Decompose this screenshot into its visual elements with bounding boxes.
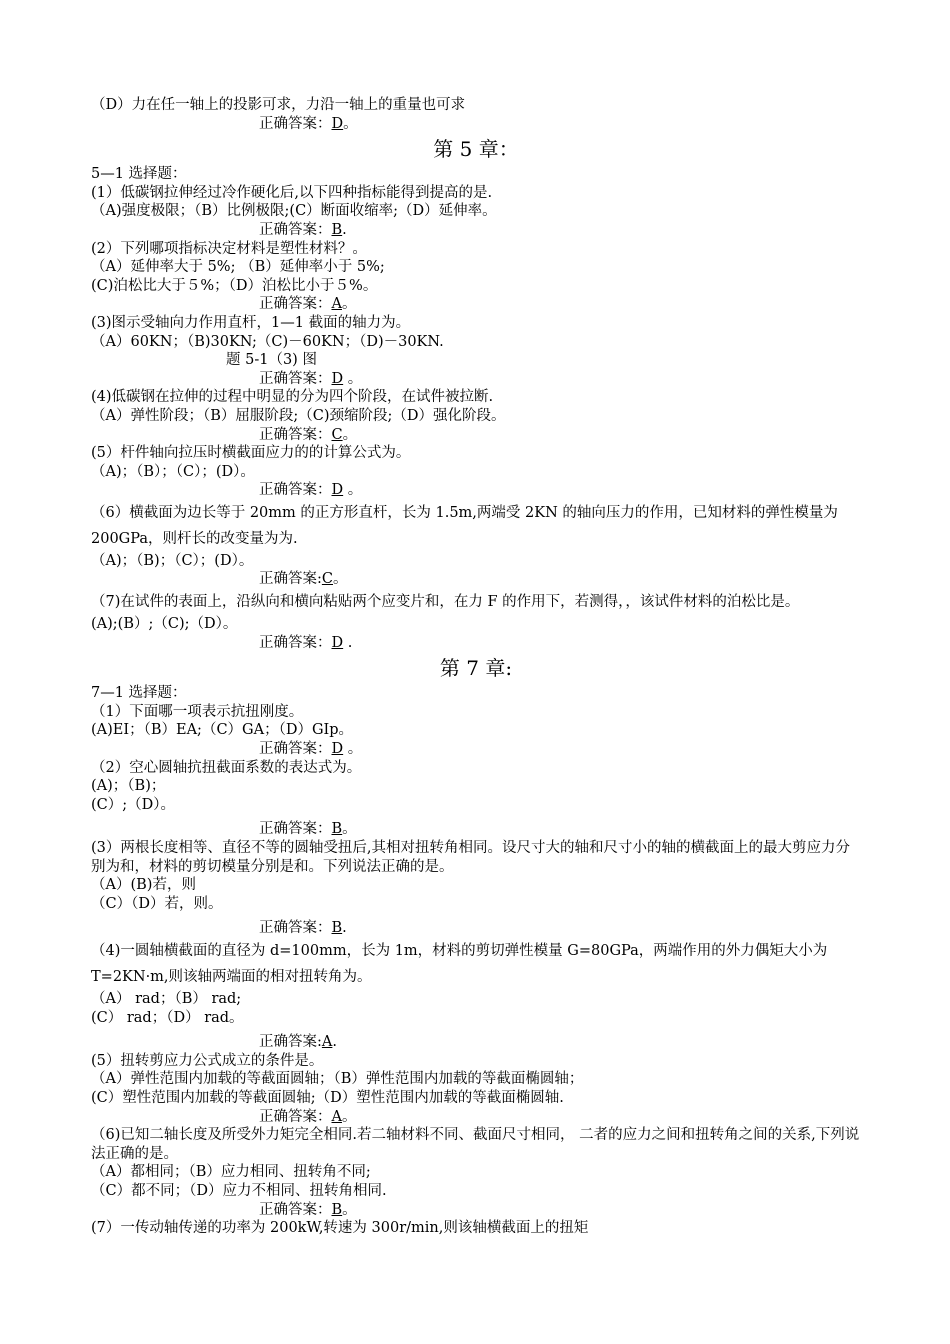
question-text: （1）下面哪一项表示抗扭刚度。 xyxy=(91,703,304,720)
answer-line: 正确答案:A. xyxy=(259,1034,337,1051)
question-text: （6）横截面为边长等于 20mm 的正方形直杆，长为 1.5m,两端受 2KN 的轴向压力的作用，已知材料的弹性模量为 200GPa，则杆长的改变量为为. xyxy=(91,504,838,547)
question-options: （C）都不同；（D）应力不相同、扭转角相同. xyxy=(91,1182,387,1199)
question-text: （7)在试件的表面上，沿纵向和横向粘贴两个应变片和，在力 F 的作用下，若测得，，该试件材料的泊松比是。 xyxy=(91,594,800,611)
question-options: (A)；（B)； xyxy=(91,778,166,795)
section-title: 5—1 选择题： xyxy=(91,166,187,183)
question-options: (C）塑性范围内加载的等截面圆轴;（D）塑性范围内加载的等截面椭圆轴. xyxy=(91,1089,564,1106)
section-title: 7—1 选择题： xyxy=(91,685,187,702)
question-text: （6)已知二轴长度及所受外力矩完全相同.若二轴材料不同、截面尺寸相同， 二者的应力之间和扭转角之间的关系,下列说法正确的是。 xyxy=(91,1127,860,1162)
question-text: (3）两根长度相等、直径不等的圆轴受扭后,其相对扭转角相同。设尺寸大的轴和尺寸小的轴的横截面上的最大剪应力分别为和，材料的剪切模量分别是和。下列说法正确的是。 xyxy=(91,840,850,875)
question-options: （A）(B)若，则 xyxy=(91,877,196,894)
answer-line: 正确答案：D 。 xyxy=(259,482,363,499)
question-options: （A） rad；（B） rad; xyxy=(91,990,242,1007)
question-options: (C）;（D）。 xyxy=(91,796,176,813)
top-q-option-d: （D）力在任一轴上的投影可求，力沿一轴上的重量也可求 xyxy=(91,97,466,113)
question-options: （A)强度极限；（B）比例极限;(C）断面收缩率;（D）延伸率。 xyxy=(91,203,497,220)
chapter-5-title: 第 5 章： xyxy=(433,137,519,162)
answer-line: 正确答案：C。 xyxy=(259,426,358,443)
chapter-7-title: 第 7 章: xyxy=(439,656,513,681)
answer-line: 正确答案：D . xyxy=(259,634,353,651)
answer-line: 正确答案：A。 xyxy=(259,296,357,313)
question-options: （A）延伸率大于 5%; （B）延伸率小于 5%; xyxy=(91,259,385,276)
answer-line: 正确答案：D 。 xyxy=(259,370,363,387)
question-options: （A）弹性阶段；（B）屈服阶段;（C)颈缩阶段;（D）强化阶段。 xyxy=(91,407,506,424)
answer-line: 正确答案：D。 xyxy=(259,115,358,132)
question-text: (3)图示受轴向力作用直杆，1—1 截面的轴力为。 xyxy=(91,314,411,331)
answer-line: 正确答案：B. xyxy=(259,920,347,937)
question-options: （C）（D）若，则。 xyxy=(91,895,223,912)
question-options: （A)；（B)；（C）；(D）。 xyxy=(91,552,254,569)
document-page xyxy=(91,96,861,1238)
figure-caption: 题 5-1（3) 图 xyxy=(226,352,317,369)
question-text: (4)低碳钢在拉伸的过程中明显的分为四个阶段，在试件被拉断. xyxy=(91,389,494,406)
question-options: （A）都相同；（B）应力相同、扭转角不同; xyxy=(91,1164,371,1181)
question-text: （2）空心圆轴抗扭截面系数的表达式为。 xyxy=(91,759,362,776)
question-options: (C） rad；（D） rad。 xyxy=(91,1009,244,1026)
question-text: (2）下列哪项指标决定材料是塑性材料？。 xyxy=(91,240,367,257)
question-text: （4)一圆轴横截面的直径为 d=100mm，长为 1m，材料的剪切弹性模量 G=80GPa，两端作用的外力偶矩大小为 T=2KN·m,则该轴两端面的相对扭转角为。 xyxy=(91,942,828,985)
question-text: (5）扭转剪应力公式成立的条件是。 xyxy=(91,1052,324,1069)
answer-line: 正确答案:C。 xyxy=(259,571,348,588)
question-options: (A)EI；（B）EA;（C）GA；（D）GIp。 xyxy=(91,722,354,739)
answer-line: 正确答案：B。 xyxy=(259,1201,357,1218)
question-options: (A);(B）;（C);（D）。 xyxy=(91,616,238,633)
question-options: （A)；（B）；（C）；(D）。 xyxy=(91,463,255,480)
question-options: （A）弹性范围内加载的等截面圆轴；（B）弹性范围内加载的等截面椭圆轴； xyxy=(91,1071,584,1088)
answer-line: 正确答案：B. xyxy=(259,221,347,238)
answer-line: 正确答案：B。 xyxy=(259,821,357,838)
question-text: (5）杆件轴向拉压时横截面应力的的计算公式为。 xyxy=(91,445,411,462)
question-text: (1）低碳钢拉伸经过冷作硬化后,以下四种指标能得到提高的是. xyxy=(91,184,493,201)
answer-line: 正确答案：A。 xyxy=(259,1108,357,1125)
answer-line: 正确答案：D 。 xyxy=(259,741,363,758)
question-options: (C)泊松比大于５%；（D）泊松比小于５%。 xyxy=(91,277,378,294)
question-options: （A）60KN；（B)30KN;（C)－60KN；（D)－30KN. xyxy=(91,333,444,350)
question-text: (7）一传动轴传递的功率为 200kW,转速为 300r/min,则该轴横截面上的扭矩 xyxy=(91,1220,589,1237)
